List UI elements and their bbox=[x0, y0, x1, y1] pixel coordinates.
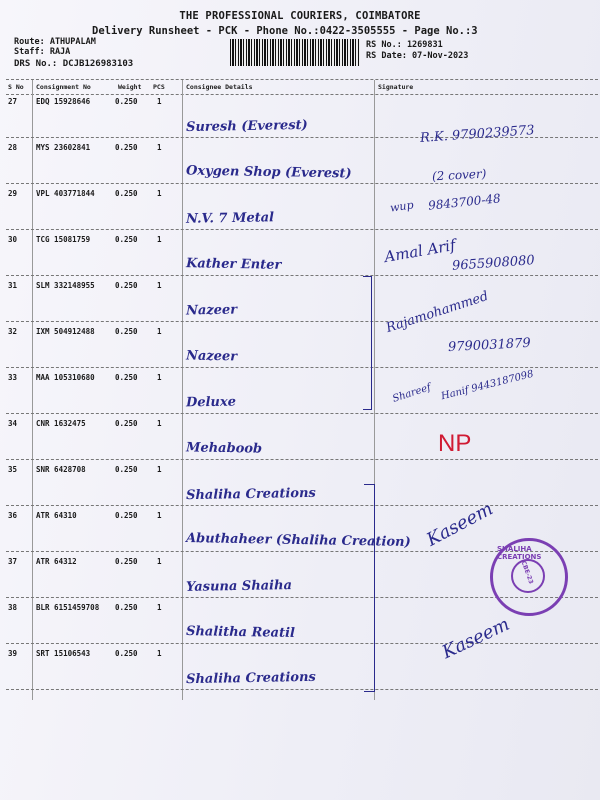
row-consignment-no: SRT 15106543 bbox=[36, 649, 91, 658]
col-consignment: Consignment No bbox=[36, 83, 91, 91]
row-sno: 31 bbox=[8, 281, 18, 290]
row-separator bbox=[6, 367, 598, 368]
row-sno: 28 bbox=[8, 143, 18, 152]
row-weight: 0.250 bbox=[115, 419, 138, 428]
signature-text: R.K. 9790239573 bbox=[419, 123, 535, 146]
consignee-handwriting: Mehaboob bbox=[185, 440, 263, 457]
row-weight: 0.250 bbox=[115, 143, 138, 152]
row-consignment-no: VPL 403771844 bbox=[36, 189, 95, 198]
row-pcs: 1 bbox=[157, 97, 162, 106]
row-pcs: 1 bbox=[157, 143, 162, 152]
row-pcs: 1 bbox=[157, 465, 162, 474]
rs-date: RS Date: 07-Nov-2023 bbox=[366, 51, 469, 61]
row-consignment-no: BLR 6151459708 bbox=[36, 603, 100, 612]
row-consignment-no: SLM 332148955 bbox=[36, 281, 95, 290]
staff-label: Staff: RAJA bbox=[14, 47, 71, 57]
row-weight: 0.250 bbox=[115, 603, 138, 612]
consignee-handwriting: Nazeer bbox=[185, 348, 238, 365]
row-separator bbox=[6, 643, 598, 644]
col-sno: S No bbox=[8, 83, 24, 91]
stamp-ring-text: SHALIHA CREATIONS bbox=[497, 545, 542, 561]
row-weight: 0.250 bbox=[115, 189, 138, 198]
signature-text: Kaseem bbox=[438, 613, 513, 664]
row-separator bbox=[6, 505, 598, 506]
row-consignment-no: EDQ 15928646 bbox=[36, 97, 91, 106]
row-weight: 0.250 bbox=[115, 557, 138, 566]
company-stamp bbox=[490, 538, 568, 616]
row-pcs: 1 bbox=[157, 373, 162, 382]
row-sno: 27 bbox=[8, 97, 18, 106]
row-separator bbox=[6, 689, 598, 690]
row-separator bbox=[6, 459, 598, 460]
row-consignment-no: MAA 105310680 bbox=[36, 373, 95, 382]
route-label: Route: ATHUPALAM bbox=[14, 37, 96, 47]
consignee-handwriting: Oxygen Shop (Everest) bbox=[185, 163, 352, 182]
company-title: THE PROFESSIONAL COURIERS, COIMBATORE bbox=[179, 10, 421, 22]
signature-text: Shareef bbox=[391, 382, 433, 405]
consignee-handwriting: Yasuna Shaiha bbox=[185, 578, 293, 595]
row-weight: 0.250 bbox=[115, 465, 138, 474]
row-sno: 38 bbox=[8, 603, 18, 612]
row-consignment-no: IXM 504912488 bbox=[36, 327, 95, 336]
runsheet-subtitle: Delivery Runsheet - PCK - Phone No.:0422-3505555 - Page No.:3 bbox=[92, 25, 478, 37]
row-weight: 0.250 bbox=[115, 373, 138, 382]
row-sno: 33 bbox=[8, 373, 18, 382]
row-sno: 34 bbox=[8, 419, 18, 428]
row-separator bbox=[6, 413, 598, 414]
signature-text: 9843700-48 bbox=[427, 191, 502, 213]
row-separator bbox=[6, 183, 598, 184]
row-consignment-no: SNR 6428708 bbox=[36, 465, 86, 474]
signature-text: Hanif 9443187098 bbox=[440, 368, 535, 403]
row-consignment-no: CNR 1632475 bbox=[36, 419, 86, 428]
row-consignment-no: ATR 64312 bbox=[36, 557, 77, 566]
barcode bbox=[230, 39, 360, 66]
row-separator bbox=[6, 275, 598, 276]
consignee-handwriting: Suresh (Everest) bbox=[185, 117, 308, 136]
row-pcs: 1 bbox=[157, 327, 162, 336]
row-pcs: 1 bbox=[157, 649, 162, 658]
row-consignment-no: ATR 64310 bbox=[36, 511, 77, 520]
rs-number: RS No.: 1269831 bbox=[366, 40, 443, 50]
row-sno: 36 bbox=[8, 511, 18, 520]
row-weight: 0.250 bbox=[115, 327, 138, 336]
row-weight: 0.250 bbox=[115, 511, 138, 520]
consignee-handwriting: Abuthaheer (Shaliha Creation) bbox=[185, 531, 411, 550]
row-pcs: 1 bbox=[157, 557, 162, 566]
consignee-handwriting: Shaliha Creations bbox=[185, 669, 316, 688]
consignee-handwriting: Shaliha Creations bbox=[185, 485, 316, 504]
header-bottom-rule bbox=[6, 94, 598, 95]
row-pcs: 1 bbox=[157, 235, 162, 244]
header-top-rule bbox=[6, 79, 598, 80]
col-consignee: Consignee Details bbox=[186, 83, 253, 91]
consignee-handwriting: Nazeer bbox=[185, 302, 238, 319]
row-sno: 29 bbox=[8, 189, 18, 198]
col-weight: Weight bbox=[118, 83, 142, 91]
signature-text: (2 cover) bbox=[431, 166, 487, 184]
row-pcs: 1 bbox=[157, 419, 162, 428]
row-weight: 0.250 bbox=[115, 281, 138, 290]
consignee-handwriting: Deluxe bbox=[185, 394, 237, 411]
col-pcs: PCS bbox=[153, 83, 165, 91]
not-present-mark: NP bbox=[438, 430, 472, 457]
table-header bbox=[0, 80, 600, 94]
signature-text: Kaseem bbox=[423, 498, 497, 551]
row-separator bbox=[6, 229, 598, 230]
signature-text: Rajamohammed bbox=[384, 288, 491, 337]
row-weight: 0.250 bbox=[115, 649, 138, 658]
grouping-bracket bbox=[364, 484, 375, 692]
row-sno: 37 bbox=[8, 557, 18, 566]
row-sno: 39 bbox=[8, 649, 18, 658]
row-consignment-no: TCG 15081759 bbox=[36, 235, 91, 244]
row-weight: 0.250 bbox=[115, 235, 138, 244]
row-separator bbox=[6, 321, 598, 322]
row-sno: 32 bbox=[8, 327, 18, 336]
grouping-bracket bbox=[363, 276, 372, 410]
signature-text: Amal Arif bbox=[382, 235, 457, 267]
row-sno: 30 bbox=[8, 235, 18, 244]
row-weight: 0.250 bbox=[115, 97, 138, 106]
consignee-handwriting: N.V. 7 Metal bbox=[185, 210, 275, 227]
consignee-handwriting: Shalitha Reatil bbox=[185, 624, 296, 641]
row-pcs: 1 bbox=[157, 281, 162, 290]
signature-text: wup bbox=[389, 198, 415, 215]
signature-text: 9790031879 bbox=[447, 335, 532, 356]
col-signature: Signature bbox=[378, 83, 414, 91]
row-pcs: 1 bbox=[157, 603, 162, 612]
row-pcs: 1 bbox=[157, 511, 162, 520]
stamp-center-text: CBE-23 bbox=[519, 560, 535, 585]
signature-text: 9655908080 bbox=[451, 253, 536, 274]
row-sno: 35 bbox=[8, 465, 18, 474]
consignee-handwriting: Kather Enter bbox=[185, 256, 282, 273]
row-consignment-no: MYS 23602841 bbox=[36, 143, 91, 152]
row-pcs: 1 bbox=[157, 189, 162, 198]
drs-number: DRS No.: DCJB126983103 bbox=[14, 59, 134, 69]
